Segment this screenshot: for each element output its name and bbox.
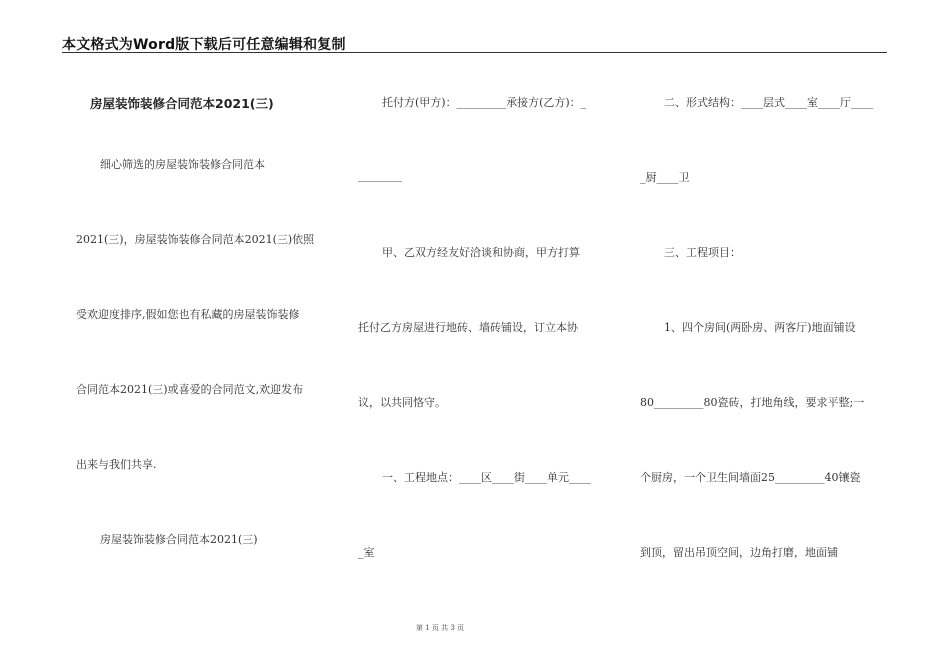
paragraph-line: 三、工程项目： [664, 246, 741, 259]
paragraph-line: _厨____卫 [640, 171, 690, 184]
paragraph-line: 1、四个房间(两卧房、两客厅)地面铺设 [664, 321, 856, 334]
paragraph-line: 托付方(甲方)：_________承接方(乙方)：_ [382, 96, 587, 109]
page-header: 本文格式为Word版下载后可任意编辑和复制 [62, 37, 346, 53]
paragraph-line: 2021(三)，房屋装饰装修合同范本2021(三)依照 [76, 233, 315, 246]
paragraph-line: 二、形式结构：____层式____室____厅____ [664, 96, 873, 109]
paragraph-line: 一、工程地点：____区____街____单元____ [382, 471, 591, 484]
paragraph-line: 议，以共同恪守。 [358, 396, 446, 409]
paragraph-line: 合同范本2021(三)或喜爱的合同范文,欢迎发布 [76, 383, 304, 396]
paragraph-line: ________ [358, 169, 402, 182]
paragraph-line: 个厨房，一个卫生间墙面25_________40镶瓷 [640, 471, 861, 484]
paragraph-line: 甲、乙双方经友好洽谈和协商，甲方打算 [382, 246, 580, 259]
paragraph-line: 出来与我们共享. [76, 458, 157, 471]
paragraph-line: _室 [358, 546, 375, 559]
page-footer: 第 1 页 共 3 页 [415, 624, 465, 632]
paragraph-line: 房屋装饰装修合同范本2021(三) [100, 533, 258, 546]
document-title: 房屋装饰装修合同范本2021(三) [90, 96, 274, 111]
paragraph-line: 细心筛选的房屋装饰装修合同范本 [100, 158, 265, 171]
paragraph-line: 到顶，留出吊顶空间，边角打磨，地面铺 [640, 546, 838, 559]
paragraph-line: 80_________80瓷砖，打地角线，要求平整;一 [640, 396, 865, 409]
paragraph-line: 托付乙方房屋进行地砖、墙砖铺设，订立本协 [358, 321, 578, 334]
header-rule [62, 52, 887, 53]
paragraph-line: 受欢迎度排序,假如您也有私藏的房屋装饰装修 [76, 308, 300, 321]
